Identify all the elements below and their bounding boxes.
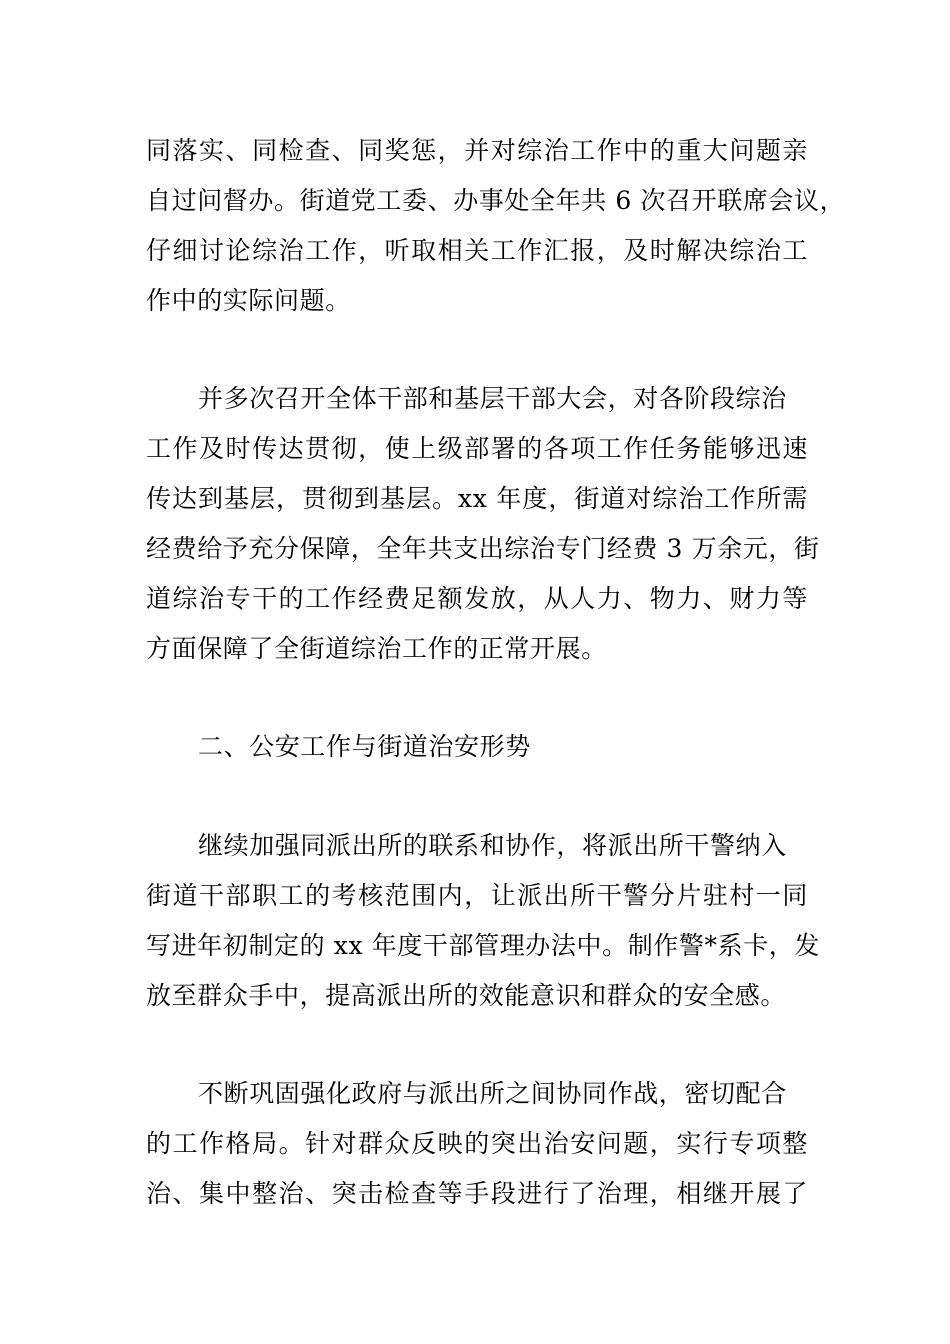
text-line: 自过问督办。街道党工委、办事处全年共 6 次召开联席会议， (146, 186, 846, 215)
text-line: 经费给予充分保障，全年共支出综治专门经费 3 万余元，街 (146, 534, 820, 563)
section-heading (146, 722, 808, 772)
text-line: 同落实、同检查、同奖惩，并对综治工作中的重大问题亲 (146, 136, 808, 165)
text-line: 治、集中整治、突击检查等手段进行了治理，相继开展了 (146, 1179, 808, 1208)
text-line: 继续加强同派出所的联系和协作，将派出所干警纳入 (198, 831, 787, 860)
text-line: 工作及时传达贯彻，使上级部署的各项工作任务能够迅速 (146, 434, 808, 463)
paragraph-1 (146, 126, 846, 326)
text-line: 作中的实际问题。 (146, 286, 351, 315)
text-line: 仔细讨论综治工作，听取相关工作汇报，及时解决综治工 (146, 236, 808, 265)
paragraph-2 (146, 374, 820, 674)
text-line: 道综治专干的工作经费足额发放，从人力、物力、财力等 (146, 584, 808, 613)
paragraph-4 (146, 1069, 808, 1219)
text-line: 的工作格局。针对群众反映的突出治安问题，实行专项整 (146, 1129, 808, 1158)
text-line: 写进年初制定的 xx 年度干部管理办法中。制作警*系卡，发 (146, 931, 820, 960)
text-line: 方面保障了全街道综治工作的正常开展。 (146, 634, 607, 663)
text-line: 不断巩固强化政府与派出所之间协同作战，密切配合 (198, 1079, 787, 1108)
paragraph-3 (146, 821, 820, 1021)
text-line: 并多次召开全体干部和基层干部大会，对各阶段综治 (198, 384, 787, 413)
text-line: 传达到基层，贯彻到基层。xx 年度，街道对综治工作所需 (146, 484, 808, 513)
text-line: 放至群众手中，提高派出所的效能意识和群众的安全感。 (146, 981, 787, 1010)
heading-text: 二、公安工作与街道治安形势 (198, 732, 531, 761)
text-line: 街道干部职工的考核范围内，让派出所干警分片驻村一同 (146, 881, 808, 910)
